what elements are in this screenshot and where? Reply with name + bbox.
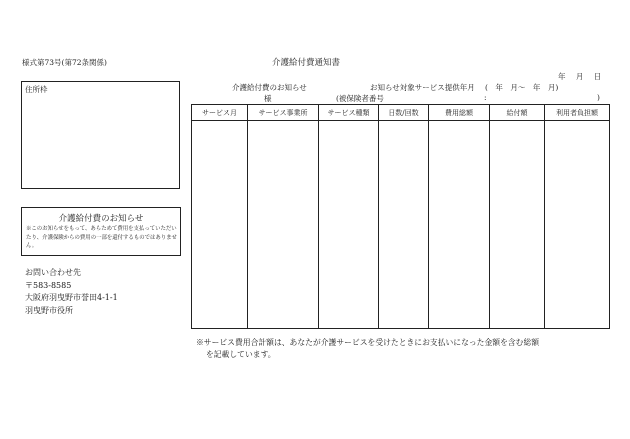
insured-number-label: (被保険者番号 <box>336 94 384 103</box>
table-cell <box>192 121 248 329</box>
contact-address: 大阪府羽曳野市誉田4-1-1 <box>25 293 118 303</box>
address-box-label: 住所枠 <box>25 85 48 94</box>
notice-box <box>21 207 181 256</box>
footnote <box>196 337 616 361</box>
table-body-row <box>192 121 610 329</box>
notice-box-body: ※このお知らせをもって、あらためて費用を支払っていただいたり、介護保険からの費用の一部を還付するものではありません。 <box>26 226 177 250</box>
date-line: 年 月 日 <box>558 72 602 81</box>
form-number: 様式第73号(第72条関係) <box>22 58 107 67</box>
column-header-total-cost: 費用総額 <box>429 105 490 121</box>
column-header-benefit-amount: 給付額 <box>490 105 545 121</box>
contact-office: 羽曳野市役所 <box>25 305 73 315</box>
footnote-line-2: を記載しています。 <box>206 350 276 359</box>
footnote-line-1: ※サービス費用合計額は、あなたが介護サービスを受けたときにお支払いになった金額を含む総額 <box>196 338 540 347</box>
notice-box-title: 介護給付費のお知らせ <box>58 214 144 224</box>
contact-heading: お問い合わせ先 <box>25 268 81 277</box>
column-header-days-count: 日数/回数 <box>379 105 429 121</box>
benefit-table <box>191 104 610 329</box>
table-cell <box>490 121 545 329</box>
contact-postal: 〒583-8585 <box>25 280 72 290</box>
target-period-value: ( 年 月～ 年 月) <box>485 83 559 92</box>
table-cell <box>429 121 490 329</box>
insured-number-colon: : <box>484 93 487 102</box>
column-header-user-burden: 利用者負担額 <box>545 105 610 121</box>
table-cell <box>379 121 429 329</box>
table-cell <box>248 121 319 329</box>
honorific-sama: 様 <box>264 94 272 103</box>
table-cell <box>319 121 379 329</box>
table-header-row <box>192 105 610 121</box>
column-header-service-type: サービス種類 <box>319 105 379 121</box>
column-header-service-provider: サービス事業所 <box>248 105 319 121</box>
notice-to-label: 介護給付費のお知らせ <box>232 83 307 92</box>
contact-block <box>25 267 118 317</box>
column-header-service-month: サービス月 <box>192 105 248 121</box>
address-box <box>21 81 180 189</box>
table-cell <box>545 121 610 329</box>
insured-number-close: ) <box>597 93 600 102</box>
target-period-label: お知らせ対象サービス提供年月 <box>370 83 475 92</box>
document-title: 介護給付費通知書 <box>272 58 341 68</box>
